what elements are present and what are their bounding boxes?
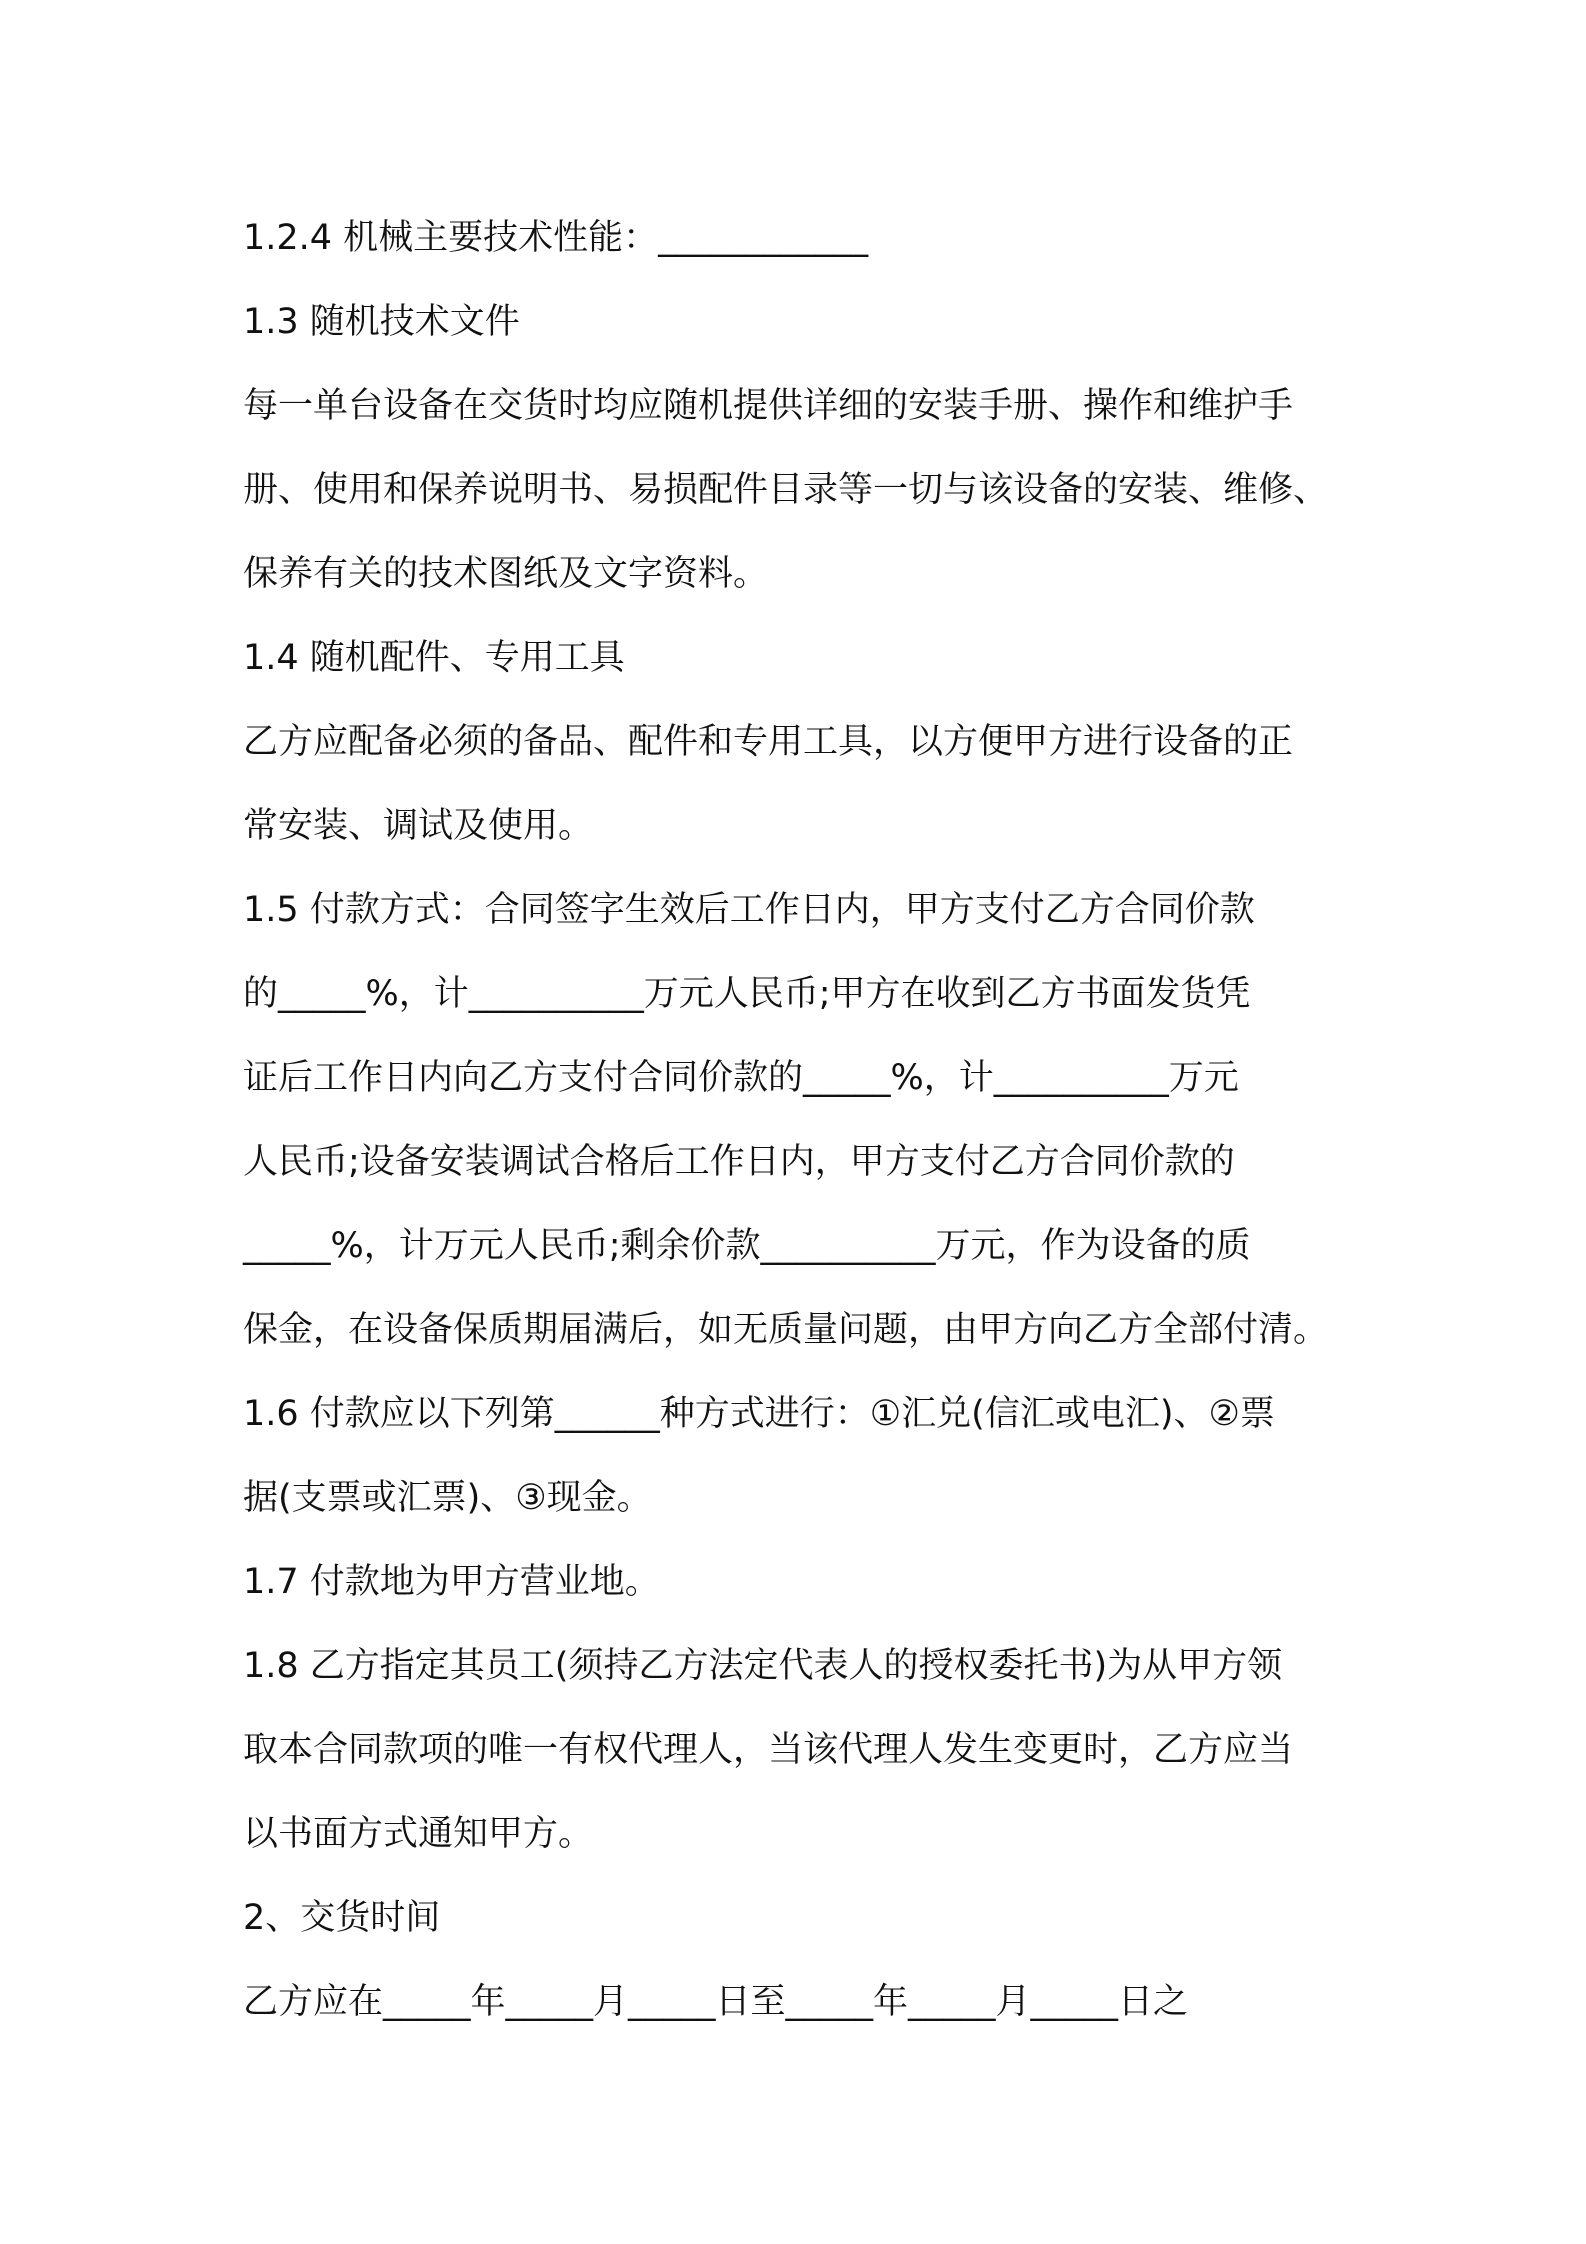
clause-1-5-line-4: 人民币;设备安装调试合格后工作日内，甲方支付乙方合同价款的 <box>243 1142 1235 1182</box>
clause-1-6-line-2: 据(支票或汇票)、③现金。 <box>243 1478 652 1518</box>
clause-1-5-line-5: _____%，计万元人民币;剩余价款__________万元，作为设备的质 <box>243 1226 1251 1266</box>
clause-1-4-heading: 1.4 随机配件、专用工具 <box>243 638 625 678</box>
clause-1-3-text-line-1: 每一单台设备在交货时均应随机提供详细的安装手册、操作和维护手 <box>243 386 1294 426</box>
clause-1-4-text-line-1: 乙方应配备必须的备品、配件和专用工具，以方便甲方进行设备的正 <box>243 722 1294 762</box>
clause-1-7: 1.7 付款地为甲方营业地。 <box>243 1562 660 1602</box>
clause-1-8-line-3: 以书面方式通知甲方。 <box>243 1814 594 1854</box>
clause-1-3-text-line-2: 册、使用和保养说明书、易损配件目录等一切与该设备的安装、维修、 <box>243 470 1329 510</box>
clause-1-3-text-line-3: 保养有关的技术图纸及文字资料。 <box>243 554 769 594</box>
document-body <box>243 196 1363 2044</box>
clause-1-6-line-1: 1.6 付款应以下列第______种方式进行：①汇兑(信汇或电汇)、②票 <box>243 1394 1275 1434</box>
clause-1-8-line-2: 取本合同款项的唯一有权代理人，当该代理人发生变更时，乙方应当 <box>243 1730 1294 1770</box>
clause-1-5-line-2: 的_____%，计__________万元人民币;甲方在收到乙方书面发货凭 <box>243 974 1251 1014</box>
clause-1-8-line-1: 1.8 乙方指定其员工(须持乙方法定代表人的授权委托书)为从甲方领 <box>243 1646 1283 1686</box>
clause-1-2-4-performance: 1.2.4 机械主要技术性能：____________ <box>243 218 869 258</box>
clause-1-4-text-line-2: 常安装、调试及使用。 <box>243 806 594 846</box>
clause-1-3-heading: 1.3 随机技术文件 <box>243 302 520 342</box>
clause-1-5-line-6: 保金，在设备保质期届满后，如无质量问题，由甲方向乙方全部付清。 <box>243 1310 1329 1350</box>
clause-1-5-line-1: 1.5 付款方式：合同签字生效后工作日内，甲方支付乙方合同价款 <box>243 890 1255 930</box>
section-2-text-line-1: 乙方应在_____年_____月_____日至_____年_____月_____日之 <box>243 1982 1189 2022</box>
section-2-heading: 2、交货时间 <box>243 1898 441 1938</box>
clause-1-5-line-3: 证后工作日内向乙方支付合同价款的_____%，计__________万元 <box>243 1058 1239 1098</box>
